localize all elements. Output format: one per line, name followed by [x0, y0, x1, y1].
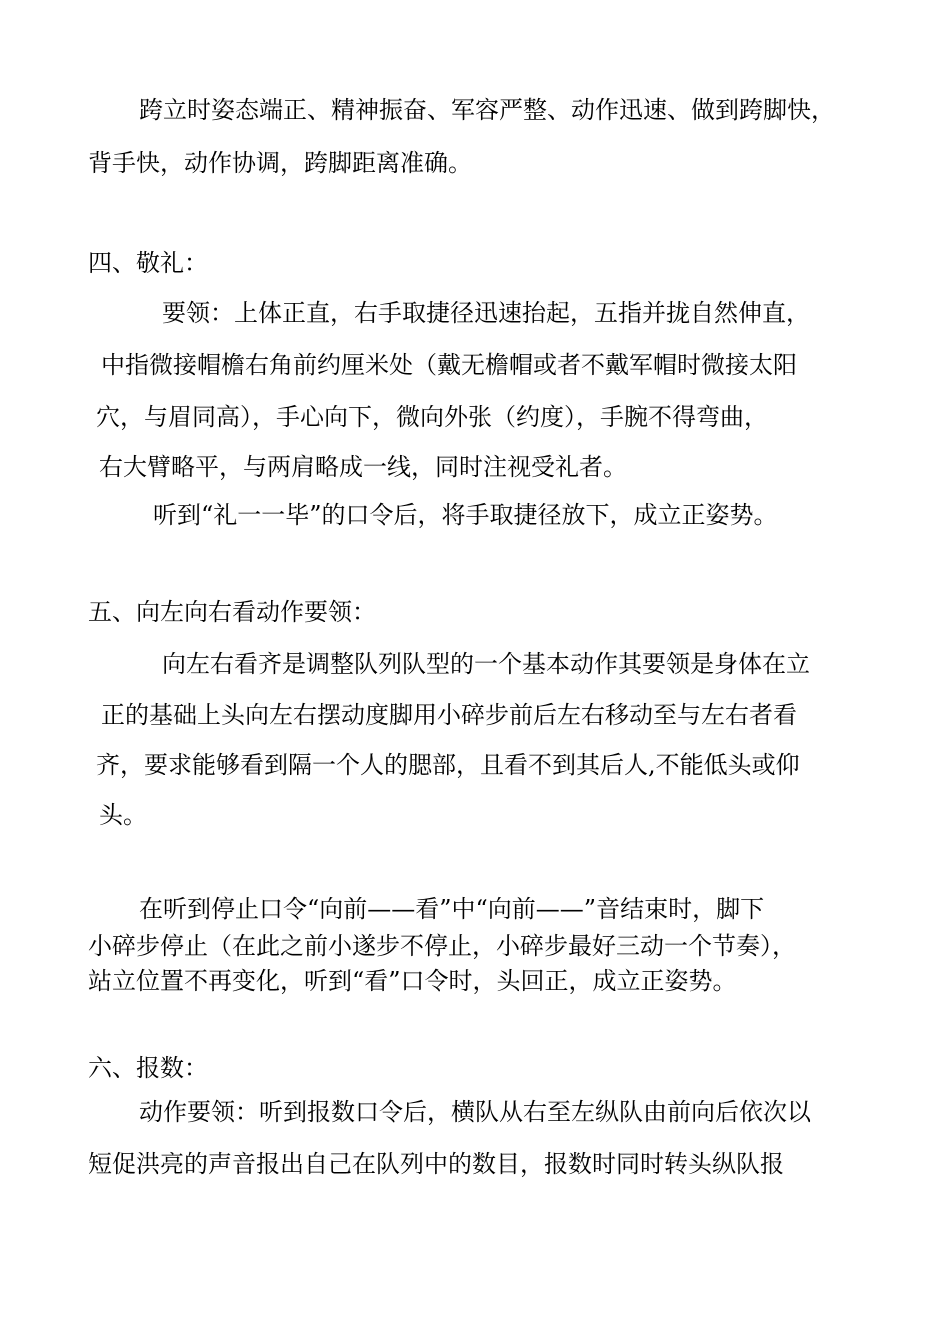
paragraph-line: 跨立时姿态端正、精神振奋、军容严整、动作迅速、做到跨脚快， [139, 96, 835, 124]
paragraph-line: 在听到停止口令“向前——看”中“向前——”音结束时，脚下 [139, 895, 765, 923]
paragraph-line: 要领：上体正直，右手取捷径迅速抬起，五指并拢自然伸直， [162, 299, 810, 327]
paragraph-line: 右大臂略平，与两肩略成一线，同时注视受礼者。 [99, 453, 627, 481]
paragraph-line: 正的基础上头向左右摆动度脚用小碎步前后左右移动至与左右者看 [101, 701, 797, 729]
paragraph-line: 小碎步停止（在此之前小遂步不停止，小碎步最好三动一个节奏）， [88, 932, 796, 960]
paragraph-line: 中指微接帽檐右角前约厘米处（戴无檐帽或者不戴军帽时微接太阳 [101, 351, 797, 379]
paragraph-line: 头。 [99, 801, 147, 829]
paragraph-line: 听到“礼一一毕”的口令后，将手取捷径放下，成立正姿势。 [153, 501, 778, 529]
paragraph-line: 向左右看齐是调整队列队型的一个基本动作其要领是身体在立 [162, 650, 810, 678]
section-heading: 四、敬礼： [88, 249, 208, 277]
paragraph-line: 动作要领：听到报数口令后，横队从右至左纵队由前向后依次以 [139, 1098, 811, 1126]
paragraph-line: 齐，要求能够看到隔一个人的腮部，且看不到其后人,不能低头或仰 [96, 751, 800, 779]
paragraph-line: 站立位置不再变化，听到“看”口令时，头回正，成立正姿势。 [88, 967, 737, 995]
section-heading: 六、报数： [88, 1054, 208, 1082]
section-heading: 五、向左向右看动作要领： [88, 598, 376, 626]
paragraph-line: 穴，与眉同高），手心向下，微向外张（约度），手腕不得弯曲， [96, 403, 768, 431]
paragraph-line: 背手快，动作协调，跨脚距离准确。 [88, 149, 472, 177]
paragraph-line: 短促洪亮的声音报出自己在队列中的数目，报数时同时转头纵队报 [88, 1150, 784, 1178]
